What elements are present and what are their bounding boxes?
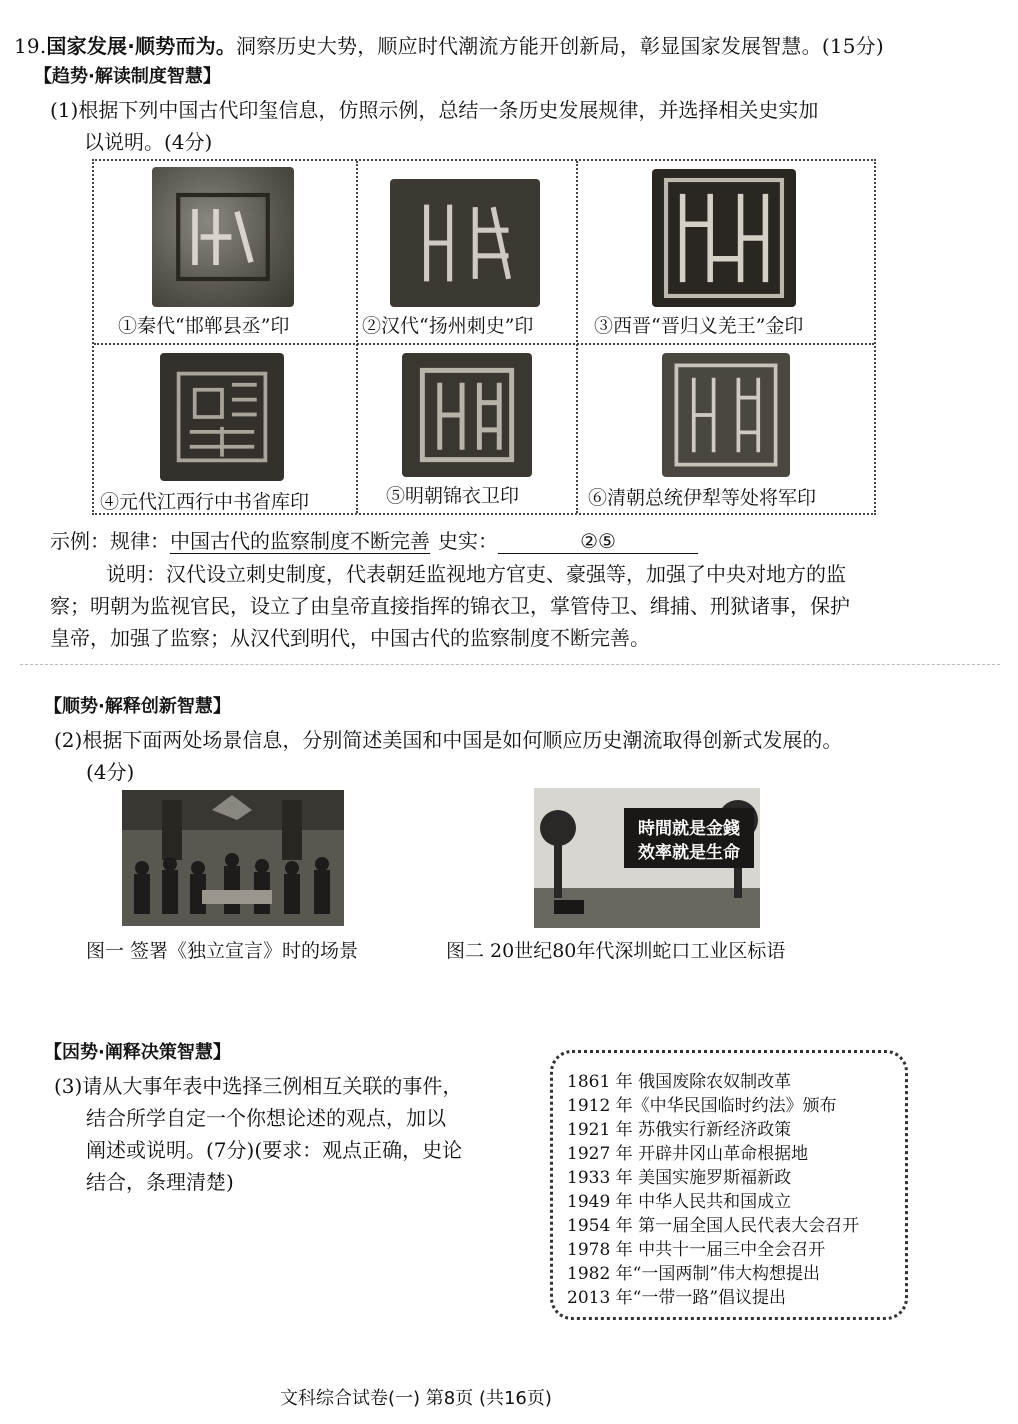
seal-image-ming (402, 353, 532, 477)
explanation-line3: 皇帝，加强了监察；从汉代到明代，中国古代的监察制度不断完善。 (50, 626, 650, 650)
timeline-item: 1861 年 俄国废除农奴制改革 (567, 1072, 792, 1092)
timeline-box (550, 1050, 908, 1320)
section-adapt: 【因势·阐释决策智慧】 (44, 1042, 231, 1063)
part2-prompt-line2: (4分) (86, 760, 135, 784)
seal-caption-5: ⑤明朝锦衣卫印 (386, 485, 520, 507)
timeline-item: 1921 年 苏俄实行新经济政策 (567, 1120, 792, 1140)
example-label: 示例：规律： (50, 529, 170, 553)
part1-prompt-line2: 以说明。(4分) (84, 130, 213, 154)
example-line (50, 525, 698, 554)
slogan-line1: 時間就是金錢 (638, 819, 740, 839)
question-heading: 国家发展·顺势而为。 (46, 34, 237, 58)
page-footer: 文科综合试卷(一) 第8页 (共16页) (280, 1388, 552, 1409)
figure1-caption: 图一 签署《独立宣言》时的场景 (86, 940, 359, 962)
section-follow: 【顺势·解释创新智慧】 (44, 696, 231, 717)
timeline-item: 1982 年“一国两制”伟大构想提出 (567, 1264, 821, 1284)
seal-caption-4: ④元代江西行中书省库印 (100, 491, 310, 513)
part1-prompt-line1: (1)根据下列中国古代印玺信息，仿照示例，总结一条历史发展规律，并选择相关史实加 (50, 98, 819, 122)
part2-prompt-line1: (2)根据下面两处场景信息，分别简述美国和中国是如何顺应历史潮流取得创新式发展的。 (54, 728, 843, 752)
timeline-item: 1949 年 中华人民共和国成立 (567, 1192, 792, 1212)
seal-grid (92, 159, 876, 515)
figure2-caption: 图二 20世纪80年代深圳蛇口工业区标语 (446, 940, 786, 962)
example-fact: ②⑤ (498, 529, 698, 554)
question-intro: 洞察历史大势，顺应时代潮流方能开创新局，彰显国家发展智慧。(15分) (236, 34, 884, 58)
explanation-line2: 察；明朝为监视官民，设立了由皇帝直接指挥的锦衣卫，掌管侍卫、缉捕、刑狱诸事，保护 (50, 594, 850, 618)
part3-prompt-line3: 阐述或说明。(7分)(要求：观点正确，史论 (86, 1138, 463, 1162)
example-fact-label: 史实： (438, 529, 498, 553)
seal-image-qin (152, 167, 294, 307)
divider (20, 664, 1000, 665)
seal-image-yuan (160, 353, 284, 481)
seal-image-han (390, 179, 540, 307)
seal-caption-2: ②汉代“扬州刺史”印 (362, 315, 534, 337)
part3-prompt-line2: 结合所学自定一个你想论述的观点，加以 (86, 1106, 446, 1130)
explanation-line1: 说明：汉代设立刺史制度，代表朝廷监视地方官吏、豪强等，加强了中央对地方的监 (106, 562, 846, 586)
shekou-photo (534, 788, 760, 928)
timeline-item: 2013 年“一带一路”倡议提出 (567, 1288, 787, 1308)
slogan-line2: 效率就是生命 (638, 843, 740, 863)
independence-photo (122, 790, 344, 926)
seal-caption-3: ③西晋“晋归义羌王”金印 (594, 315, 804, 337)
timeline-item: 1933 年 美国实施罗斯福新政 (567, 1168, 792, 1188)
seal-image-jin (652, 169, 796, 307)
seal-caption-6: ⑥清朝总统伊犁等处将军印 (588, 487, 817, 509)
question-title (14, 30, 884, 59)
timeline-item: 1927 年 开辟井冈山革命根据地 (567, 1144, 809, 1164)
timeline-item: 1978 年 中共十一届三中全会召开 (567, 1240, 826, 1260)
timeline-item: 1912 年《中华民国临时约法》颁布 (567, 1096, 837, 1116)
part3-prompt-line4: 结合，条理清楚) (86, 1170, 234, 1194)
part3-prompt-line1: (3)请从大事年表中选择三例相互关联的事件， (54, 1074, 463, 1098)
example-rule: 中国古代的监察制度不断完善 (170, 529, 430, 553)
section-trend: 【趋势·解读制度智慧】 (34, 66, 221, 87)
seal-image-qing (662, 353, 790, 477)
timeline-item: 1954 年 第一届全国人民代表大会召开 (567, 1216, 860, 1236)
question-number: 19. (14, 34, 47, 58)
seal-caption-1: ①秦代“邯郸县丞”印 (118, 315, 290, 337)
